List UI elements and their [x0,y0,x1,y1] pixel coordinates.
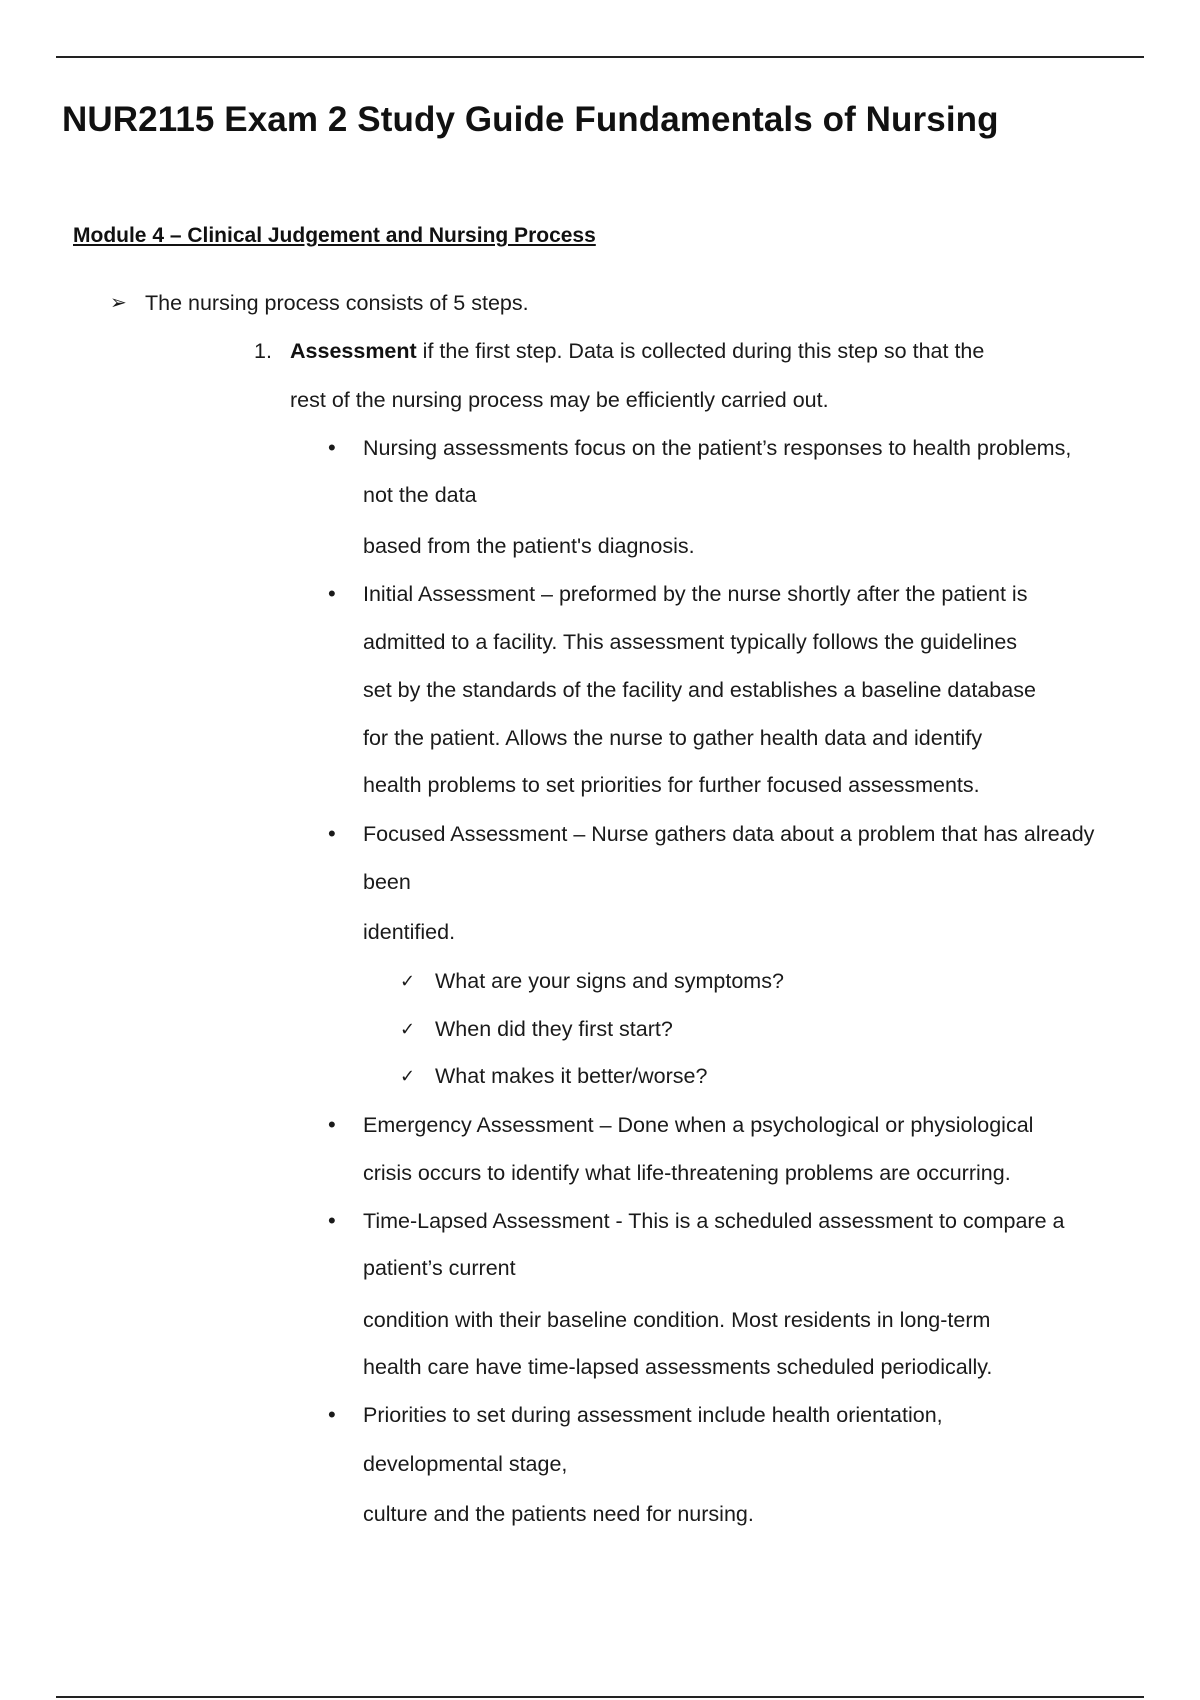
bullet-5-line-2: patient’s current [363,1256,516,1280]
step-1-text: if the first step. Data is collected during this step so that the [416,339,985,363]
bullet-3-line-3: identified. [363,920,456,944]
checkmark-icon: ✓ [400,1066,416,1086]
intro-text: The nursing process consists of 5 steps. [145,291,529,315]
bullet-icon: • [328,1208,336,1233]
bullet-icon: • [328,821,336,846]
bullet-6-line-1: Priorities to set during assessment include health orientation, [363,1403,943,1427]
arrow-bullet-icon: ➢ [110,292,127,314]
bullet-icon: • [328,581,336,606]
bullet-3-line-2: been [363,870,411,894]
step-number: 1. [254,339,272,363]
step-1-line-1 [290,336,984,366]
page-title: NUR2115 Exam 2 Study Guide Fundamentals of Nursing [62,100,999,139]
bullet-2-line-2: admitted to a facility. This assessment typically follows the guidelines [363,630,1018,654]
bullet-4-line-1: Emergency Assessment – Done when a psychological or physiological [363,1113,1034,1137]
bullet-1-line-3: based from the patient's diagnosis. [363,534,695,558]
bullet-6-line-3: culture and the patients need for nursing. [363,1502,754,1526]
bullet-3-line-1: Focused Assessment – Nurse gathers data about a problem that has already [363,822,1095,846]
module-heading: Module 4 – Clinical Judgement and Nursing Process [73,224,596,247]
bullet-2-line-5: health problems to set priorities for further focused assessments. [363,773,980,797]
step-1-line-2: rest of the nursing process may be efficiently carried out. [290,388,829,412]
bullet-2-line-1: Initial Assessment – preformed by the nurse shortly after the patient is [363,582,1028,606]
bullet-5-line-3: condition with their baseline condition. Most residents in long-term [363,1308,991,1332]
top-rule [56,56,1144,58]
bullet-2-line-3: set by the standards of the facility and establishes a baseline database [363,678,1036,702]
bottom-rule [56,1696,1144,1698]
bullet-1-line-1: Nursing assessments focus on the patient’s responses to health problems, [363,436,1072,460]
check-item-2: When did they first start? [435,1017,673,1041]
bullet-2-line-4: for the patient. Allows the nurse to gather health data and identify [363,726,983,750]
checkmark-icon: ✓ [400,971,416,991]
bullet-5-line-4: health care have time-lapsed assessments scheduled periodically. [363,1355,993,1379]
check-item-3: What makes it better/worse? [435,1064,708,1088]
bullet-1-line-2: not the data [363,483,477,507]
step-1-term: Assessment [290,339,417,363]
bullet-icon: • [328,435,336,460]
bullet-6-line-2: developmental stage, [363,1452,568,1476]
bullet-icon: • [328,1402,336,1427]
check-item-1: What are your signs and symptoms? [435,969,784,993]
checkmark-icon: ✓ [400,1019,416,1039]
bullet-4-line-2: crisis occurs to identify what life-threatening problems are occurring. [363,1161,1011,1185]
bullet-5-line-1: Time-Lapsed Assessment - This is a scheduled assessment to compare a [363,1209,1065,1233]
bullet-icon: • [328,1112,336,1137]
